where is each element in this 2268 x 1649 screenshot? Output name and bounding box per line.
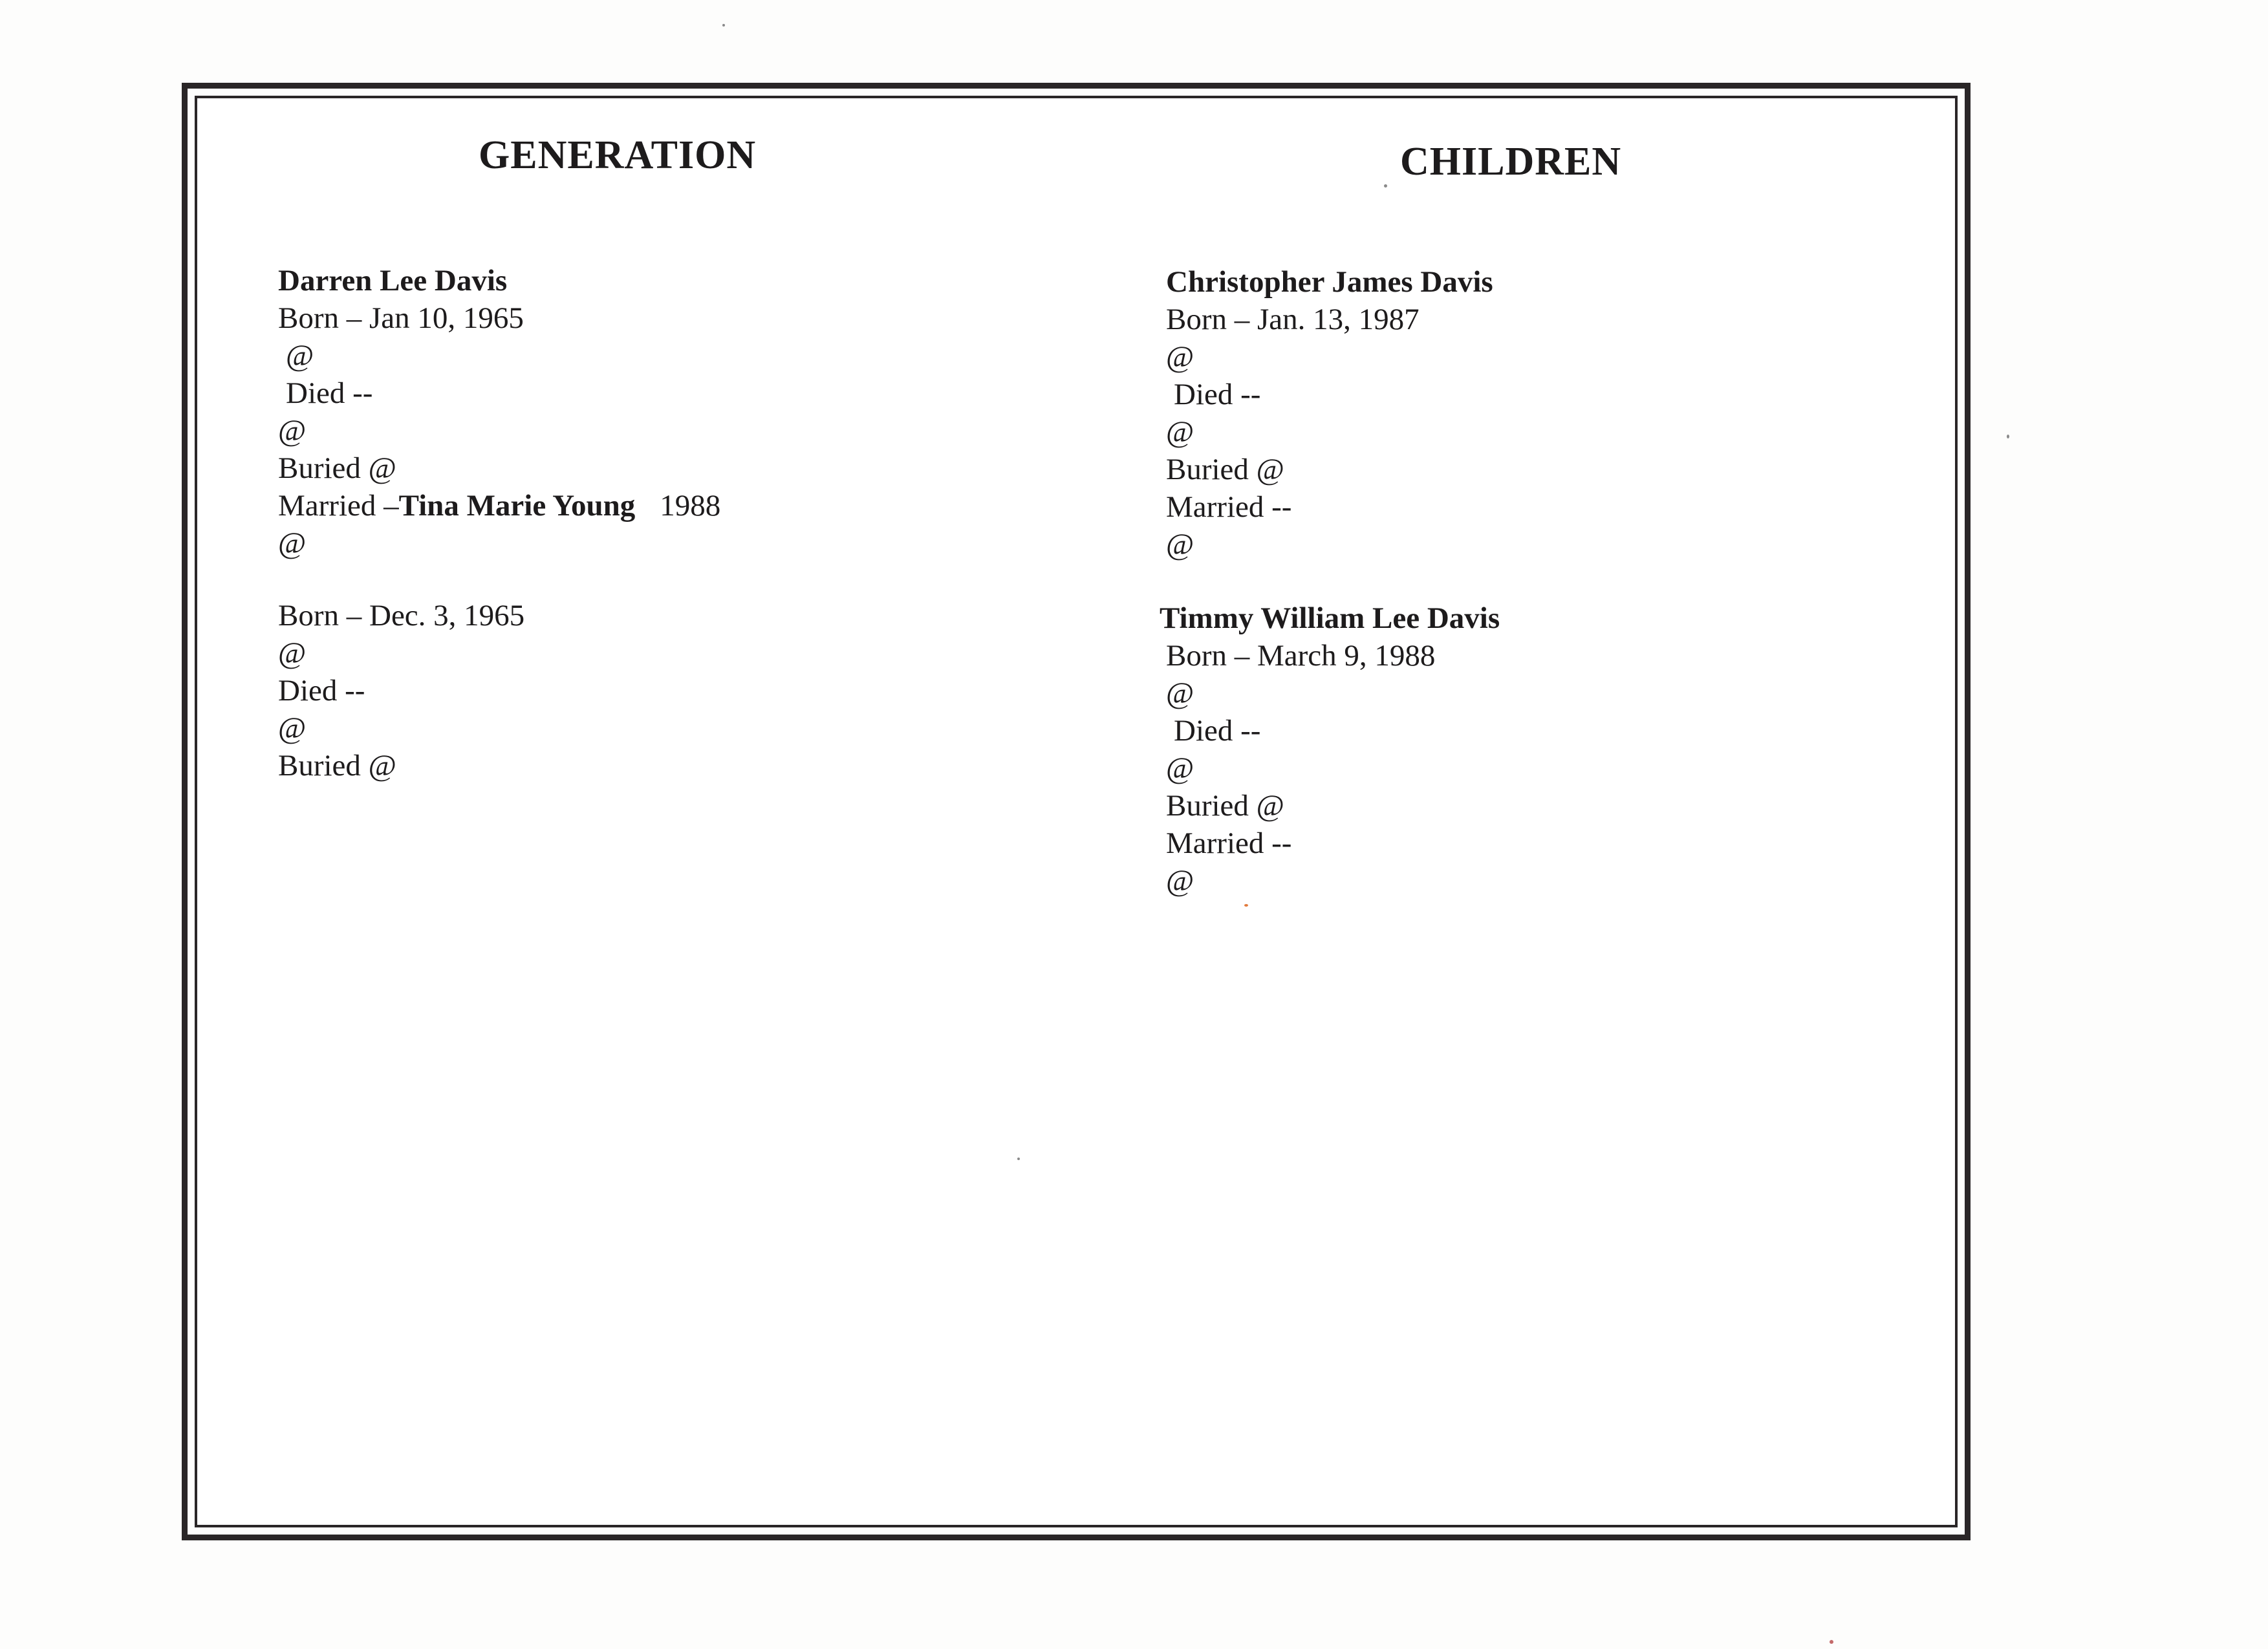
scan-speck	[722, 24, 725, 27]
child-married: Married --	[1166, 490, 1292, 524]
children-title: CHILDREN	[1400, 140, 1622, 184]
scan-speck	[1017, 1158, 1020, 1160]
spouse-died-place: @	[278, 711, 307, 745]
spouse-born: Born – Dec. 3, 1965	[278, 599, 525, 632]
child-entry	[1160, 599, 1500, 900]
child-died: Died --	[1174, 378, 1261, 411]
scan-speck	[1384, 184, 1387, 188]
child-buried: Buried @	[1166, 453, 1284, 486]
scan-speck	[2007, 435, 2009, 438]
child-died-place: @	[1166, 751, 1194, 785]
married-year: 1988	[660, 489, 721, 523]
child-entry	[1166, 263, 1493, 563]
child-buried: Buried @	[1166, 789, 1284, 823]
person-died: Died --	[286, 376, 373, 410]
spouse-buried: Buried @	[278, 749, 396, 782]
person-married-place: @	[278, 526, 307, 560]
person-born: Born – Jan 10, 1965	[278, 301, 524, 335]
child-died: Died --	[1174, 714, 1261, 748]
person-born-place: @	[286, 339, 314, 372]
spouse-name: Tina Marie Young	[398, 489, 636, 523]
scan-speck	[1244, 904, 1248, 907]
married-prefix: Married –	[278, 489, 399, 523]
spouse-died: Died --	[278, 674, 365, 707]
spouse-born-place: @	[278, 636, 307, 670]
child-married-place: @	[1166, 864, 1194, 898]
scan-speck	[1830, 1640, 1833, 1644]
child-born-place: @	[1166, 340, 1194, 374]
child-name: Christopher James Davis	[1166, 265, 1493, 299]
entry-gap	[278, 562, 720, 597]
child-born-place: @	[1166, 676, 1194, 710]
child-born: Born – Jan. 13, 1987	[1166, 303, 1420, 336]
child-married-place: @	[1166, 528, 1194, 561]
person-name: Darren Lee Davis	[278, 264, 508, 297]
person-married	[278, 487, 720, 524]
child-name: Timmy William Lee Davis	[1160, 601, 1500, 635]
person-buried: Buried @	[278, 451, 396, 485]
child-died-place: @	[1166, 415, 1194, 449]
generation-title: GENERATION	[479, 133, 757, 177]
child-married: Married --	[1166, 826, 1292, 860]
person-died-place: @	[278, 414, 307, 447]
generation-person	[278, 262, 720, 784]
child-born: Born – March 9, 1988	[1166, 639, 1436, 673]
